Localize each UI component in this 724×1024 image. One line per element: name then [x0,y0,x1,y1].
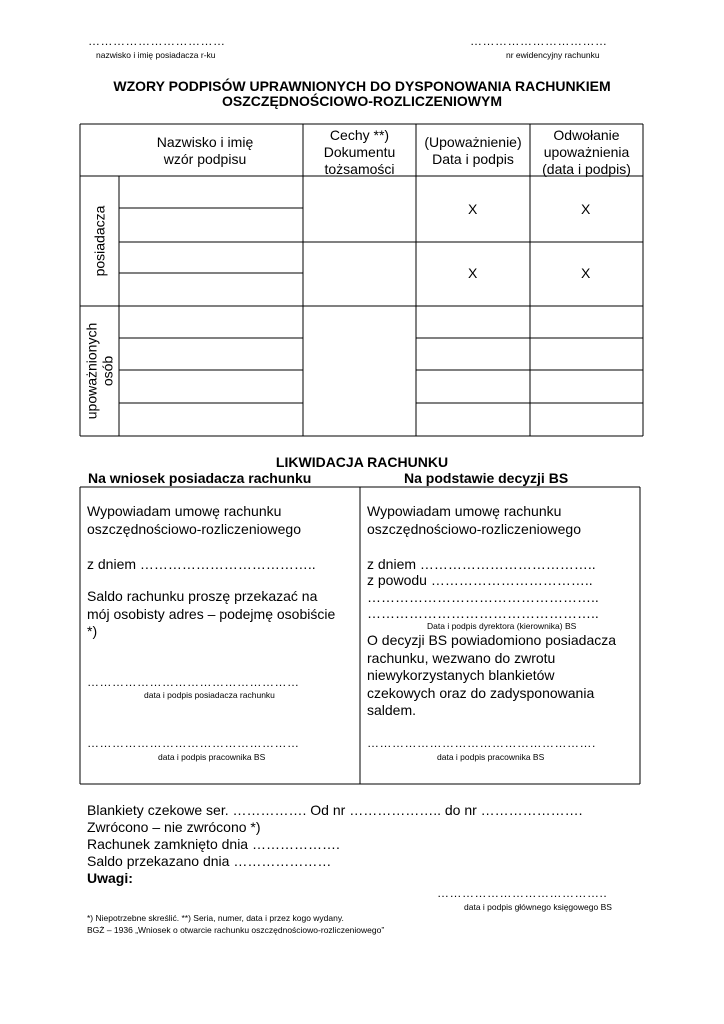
liquidation-left-heading: Na wniosek posiadacza rachunku [88,470,312,486]
x-mark: X [468,265,478,281]
owner-name-dots[interactable]: …………………………… [88,34,226,48]
x-mark: X [468,201,478,217]
x-mark: X [581,265,591,281]
owner-signature-caption: data i podpis posiadacza rachunku [144,690,275,700]
col-revocation-header: Odwołanie upoważnienia (data i podpis) [542,127,631,177]
col-name-header: Nazwisko i imię wzór podpisu [156,134,254,167]
group-owner [80,176,119,306]
col-document-header: Cechy **) Dokumentu tożsamości [323,127,396,177]
x-mark: X [581,201,591,217]
owner-request-date[interactable]: z dniem ……………………………….. [87,556,316,572]
group-authorized [80,306,119,436]
owner-name-caption: nazwisko i imię posiadacza r-ku [96,50,216,60]
liquidation-right-heading: Na podstawie decyzji BS [404,470,569,486]
director-signature-dots[interactable]: ………………………………………….. [367,605,599,621]
director-signature-caption: Data i podpis dyrektora (kierownika) BS [427,621,577,631]
cheque-blanks-line[interactable]: Blankiety czekowe ser. ……………. Od nr ……………….. do nr …………………. [87,802,583,818]
bank-decision-dots[interactable]: ………………………………………….. [367,589,599,605]
returned-line: Zwrócono – nie zwrócono *) [87,819,261,835]
account-number-caption: nr ewidencyjny rachunku [506,50,600,60]
chief-accountant-signature-caption: data i podpis głównego księgowego BS [464,902,612,912]
page-title-line1: WZORY PODPISÓW UPRAWNIONYCH DO DYSPONOWANIA RACHUNKIEM [113,78,611,94]
group-authorized-label: upoważnionych osób [83,322,116,420]
col-authorization-header: (Upoważnienie) Data i podpis [424,134,522,167]
group-owner-label: posiadacza [91,205,108,277]
owner-request-box: Wypowiadam umowę rachunku oszczędnościowo-rozliczeniowego [87,503,301,537]
employee-signature-dots[interactable]: …………………………………………… [87,736,300,750]
balance-transferred-line[interactable]: Saldo przekazano dnia ………………… [87,853,332,869]
account-number-dots[interactable]: …………………………… [470,34,608,48]
footnote-1: *) Niepotrzebne skreślić. **) Seria, numer, data i przez kogo wydany. [87,913,344,923]
bank-employee-signature-dots[interactable]: ………………………………………………. [367,736,596,750]
bank-decision-reason[interactable]: z powodu …………………………….. [367,572,593,588]
owner-signature-dots[interactable]: …………………………………………… [87,675,300,689]
bank-decision-date[interactable]: z dniem ……………………………….. [367,556,596,572]
chief-accountant-signature-dots[interactable]: ………………………………….. [437,886,608,900]
liquidation-title: LIKWIDACJA RACHUNKU [275,454,449,470]
account-closed-line[interactable]: Rachunek zamknięto dnia ………………. [87,836,340,852]
remarks-label: Uwagi: [87,870,133,886]
employee-signature-caption: data i podpis pracownika BS [158,752,266,762]
owner-saldo-instruction: Saldo rachunku proszę przekazać na mój osobisty adres – podejmę osobiście *) [87,588,336,639]
footnote-2: BGŻ – 1936 „Wniosek o otwarcie rachunku oszczędnościowo-rozliczeniowego” [87,925,385,935]
page-title-line2: OSZCZĘDNOŚCIOWO-ROZLICZENIOWYM [222,93,502,109]
bank-notification-text: O decyzji BS powiadomiono posiadacza rachunku, wezwano do zwrotu niewykorzystanych blankietów czekowych oraz do zadysponowania saldem. [367,632,617,718]
bank-decision-box: Wypowiadam umowę rachunku oszczędnościowo-rozliczeniowego [367,503,581,537]
bank-employee-signature-caption: data i podpis pracownika BS [437,752,545,762]
